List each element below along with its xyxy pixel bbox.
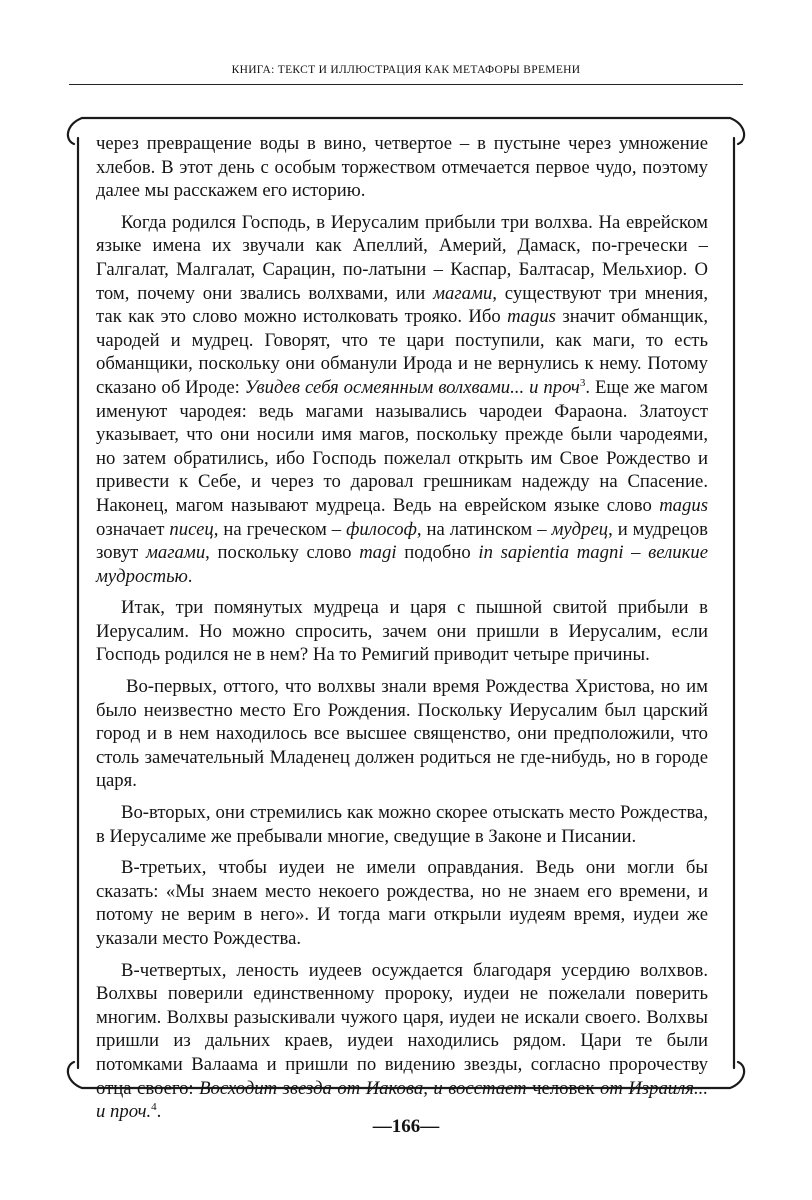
text-run: . Еще же магом именуют чародея: ведь магами назывались чародеи Фараона. Златоуст указывает, что они носили имя магов, поскольку прежде были чародеями, но затем обратились, ибо Господь пожелал открыть им Свое Рождество и привести к Себе, и через то даровал грешникам надежду на Спасение. Наконец, магом называют мудреца. Ведь на еврейском языке слово [96,376,708,516]
italic-run: от Израиля... и проч. [96,1077,708,1123]
italic-run: Восходит звезда от Иакова, и восстает [199,1077,527,1099]
italic-run: magus [507,306,556,328]
text-run: . [187,565,193,587]
header-rule [69,84,743,85]
text-run: означает [96,518,170,540]
italic-run: магами [145,542,206,564]
text-run: В-четвертых, леность иудеев осуждается благодаря усердию волхвов. Волхвы поверили единственному пророку, иудеи не пожелали поверить многим. Волхвы разыскивали чужого царя, иудеи не искали своего. Волхвы пришли из дальних краев, иудеи находились рядом. Цари те были потомками Валаама и пришли по видению звезды, согласно пророчеству отца своего: [96,959,708,1099]
footnote-ref-3[interactable]: 3 [579,376,586,389]
body-text [96,132,708,1132]
paragraph-5: Во-вторых, они стремились как можно скорее отыскать место Рождества, в Иерусалиме же пребывали многие, сведущие в Законе и Писании. [96,802,708,847]
page-number: —166— [372,1116,440,1137]
text-run: , поскольку слово [205,542,360,564]
text-run: , на греческом – [213,518,347,540]
paragraph-3: Итак, три помянутых мудреца и царя с пышной свитой прибыли в Иерусалим. Но можно спросить, зачем они пришли в Иерусалим, если Господь родился не в нем? На то Ремигий приводит четыре причины. [96,597,708,666]
text-run: человек [526,1077,601,1099]
running-head: КНИГА: ТЕКСТ И ИЛЛЮСТРАЦИЯ КАК МЕТАФОРЫ ВРЕМЕНИ [231,64,581,76]
text-run: , на латинском – [416,518,552,540]
italic-run: мудрец [551,518,609,540]
paragraph-6: В-третьих, чтобы иудеи не имели оправдания. Ведь они могли бы сказать: «Мы знаем место некоего рождества, но не знаем его времени, и потому не верим в него». И тогда маги открыли иудеям время, иудеи же указали место Рождества. [96,857,708,949]
italic-run: magus [659,494,708,516]
italic-run: философ [346,518,417,540]
paragraph-2 [96,211,708,589]
paragraph-7 [96,959,708,1124]
italic-run: in sapientia magni – великие мудростью [96,542,708,587]
text-run: . [156,1101,162,1123]
text-run: подобно [396,542,479,564]
italic-run: magi [359,542,397,564]
italic-run: магами, [433,282,497,304]
text-run: , и мудрецов зовут [96,518,708,564]
footnote-ref-4[interactable]: 4 [151,1100,157,1113]
text-run: значит обманщик, чародей и мудрец. Говорят, что те цари поступили, как маги, то есть обманщики, поскольку они обманули Ирода и не вернулись к нему. Потому сказано об Ироде: [96,306,708,398]
paragraph-4: Во-первых, оттого, что волхвы знали время Рождества Христова, но им было неизвестно место Его Рождения. Поскольку Иерусалим был царский город и в нем находилось все высшее священство, они предположили, что столь замечательный Младенец должен родиться не где-нибудь, но в городе царя. [96,676,708,792]
italic-run: писец [169,518,214,540]
italic-run: Увидев себя осмеянным волхвами... и проч [244,376,580,398]
paragraph-1: через превращение воды в вино, четвертое – в пустыне через умножение хлебов. В этот день с особым торжеством отмечается первое чудо, поэтому далее мы расскажем его историю. [96,133,708,202]
text-run: Когда родился Господь, в Иерусалим прибыли три волхва. На еврейском языке имена их звучали как Апеллий, Америй, Дамаск, по-гречески – Галгалат, Малгалат, Сарацин, по-латыни – Каспар, Балтасар, Мельхиор. О том, почему они звались волхвами, или [96,211,708,304]
text-run: существуют три мнения, так как это слово можно истолковать трояко. Ибо [96,282,708,328]
